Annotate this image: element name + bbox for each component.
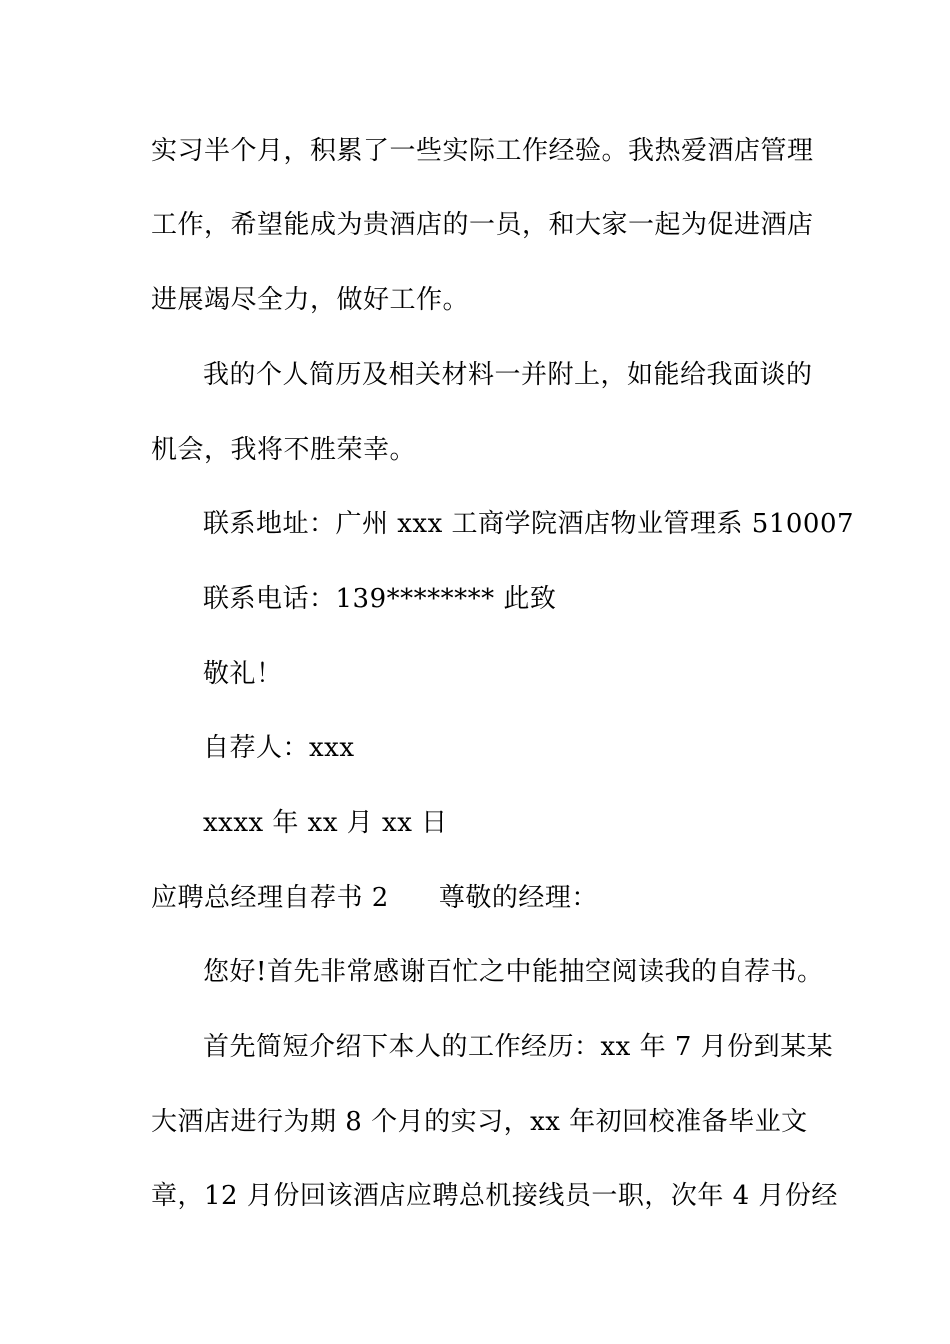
paragraph-line: 章，12 月份回该酒店应聘总机接线员一职，次年 4 月份经 xyxy=(151,1181,838,1211)
salutation: 敬礼！ xyxy=(203,659,283,689)
contact-address: 联系地址：广州 xxx 工商学院酒店物业管理系 510007 xyxy=(203,509,855,539)
paragraph-line: 进展竭尽全力，做好工作。 xyxy=(151,285,470,315)
greeting: 尊敬的经理： xyxy=(438,883,598,913)
signature-name: 自荐人：xxx xyxy=(203,733,355,763)
section-heading-line xyxy=(151,880,598,916)
section-title: 应聘总经理自荐书 2 xyxy=(151,883,389,913)
paragraph-line: 实习半个月，积累了一些实际工作经验。我热爱酒店管理 xyxy=(151,136,814,166)
contact-phone: 联系电话：139******** 此致 xyxy=(203,584,557,614)
paragraph-line: 首先简短介绍下本人的工作经历：xx 年 7 月份到某某 xyxy=(203,1032,834,1062)
signature-date: xxxx 年 xx 月 xx 日 xyxy=(203,808,448,838)
paragraph-line: 我的个人简历及相关材料一并附上，如能给我面谈的 xyxy=(203,360,813,390)
paragraph-line: 工作，希望能成为贵酒店的一员，和大家一起为促进酒店 xyxy=(151,210,814,240)
paragraph-line: 机会，我将不胜荣幸。 xyxy=(151,435,417,465)
paragraph-line: 您好!首先非常感谢百忙之中能抽空阅读我的自荐书。 xyxy=(203,957,824,987)
paragraph-line: 大酒店进行为期 8 个月的实习，xx 年初回校准备毕业文 xyxy=(151,1107,808,1137)
